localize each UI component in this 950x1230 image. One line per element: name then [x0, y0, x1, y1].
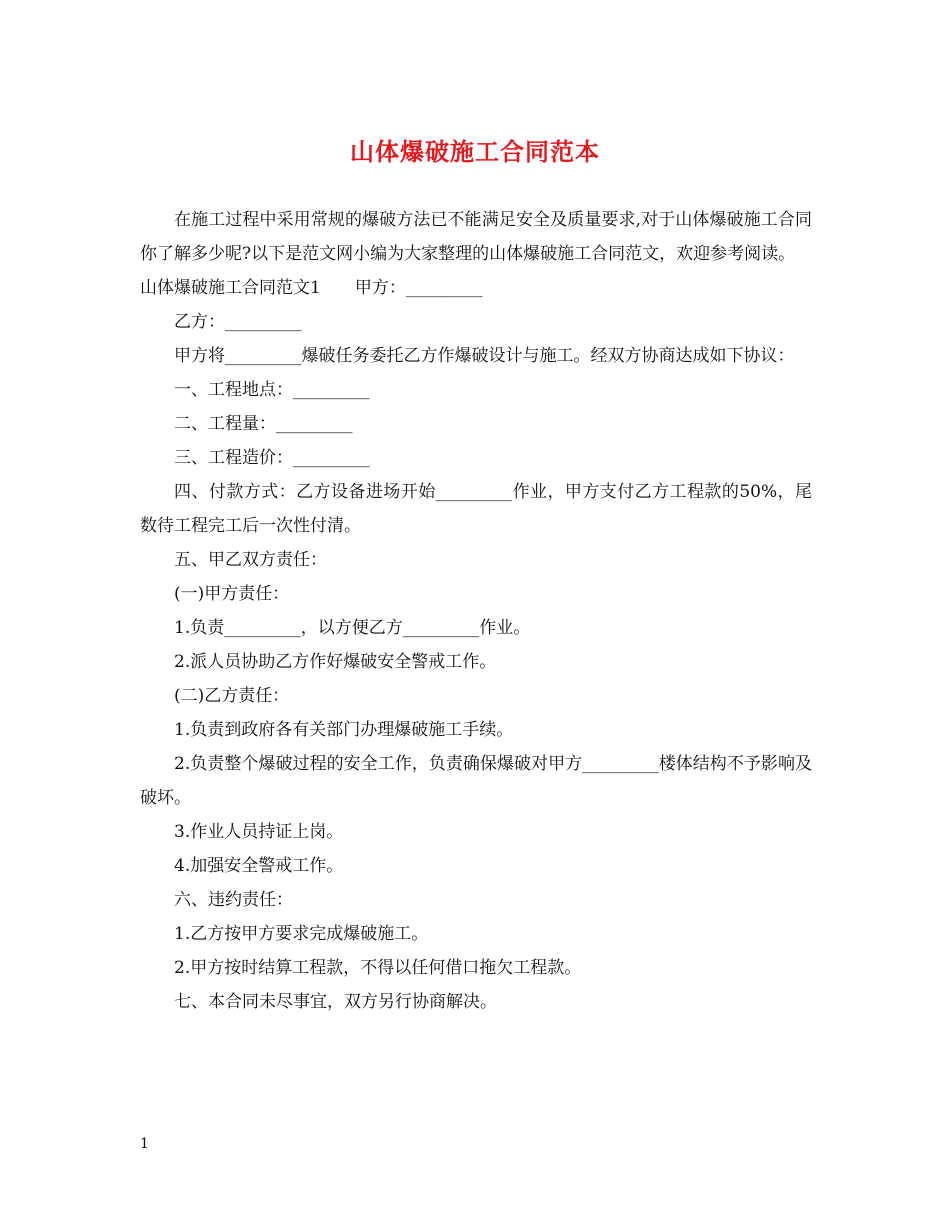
paragraph-party-b-4: 4.加强安全警戒工作。 [174, 856, 344, 876]
paragraph-agreement: 甲方将_________爆破任务委托乙方作爆破设计与施工。经双方协商达成如下协议： [174, 346, 795, 366]
paragraph-party-b-3: 3.作业人员持证上岗。 [174, 822, 344, 842]
paragraph-party-a-resp: (一)甲方责任： [174, 584, 290, 604]
paragraph-location: 一、工程地点：_________ [174, 380, 370, 400]
paragraph-breach-2: 2.甲方按时结算工程款，不得以任何借口拖欠工程款。 [174, 958, 582, 978]
paragraph-party-a-2: 2.派人员协助乙方作好爆破安全警戒工作。 [174, 652, 497, 672]
paragraph-intro: 在施工过程中采用常规的爆破方法已不能满足安全及质量要求,对于山体爆破施工合同你了解多少呢?以下是范文网小编为大家整理的山体爆破施工合同范文，欢迎参考阅读。 [140, 210, 812, 264]
document-title: 山体爆破施工合同范本 [350, 137, 600, 166]
paragraph-breach-1: 1.乙方按甲方要求完成爆破施工。 [174, 924, 429, 944]
paragraph-party-b-1: 1.负责到政府各有关部门办理爆破施工手续。 [174, 720, 514, 740]
paragraph-party-b-resp: (二)乙方责任： [174, 686, 290, 706]
paragraph-responsibilities: 五、甲乙双方责任： [174, 550, 327, 570]
paragraph-contract-header: 山体爆破施工合同范文1 甲方：_________ [140, 278, 483, 298]
paragraph-party-b-2: 2.负责整个爆破过程的安全工作，负责确保爆破对甲方_________楼体结构不予影响及破坏。 [140, 754, 812, 808]
paragraph-party-b: 乙方：_________ [174, 312, 302, 332]
document-body [140, 203, 812, 1019]
paragraph-breach: 六、违约责任： [174, 890, 293, 910]
paragraph-party-a-1: 1.负责_________，以方便乙方_________作业。 [174, 618, 531, 638]
page-number: 1 [140, 1136, 149, 1152]
paragraph-payment: 四、付款方式：乙方设备进场开始_________作业，甲方支付乙方工程款的50%，尾数待工程完工后一次性付清。 [140, 482, 812, 536]
paragraph-quantity: 二、工程量：_________ [174, 414, 353, 434]
paragraph-cost: 三、工程造价：_________ [174, 448, 370, 468]
paragraph-other: 七、本合同未尽事宜，双方另行协商解决。 [174, 992, 497, 1012]
